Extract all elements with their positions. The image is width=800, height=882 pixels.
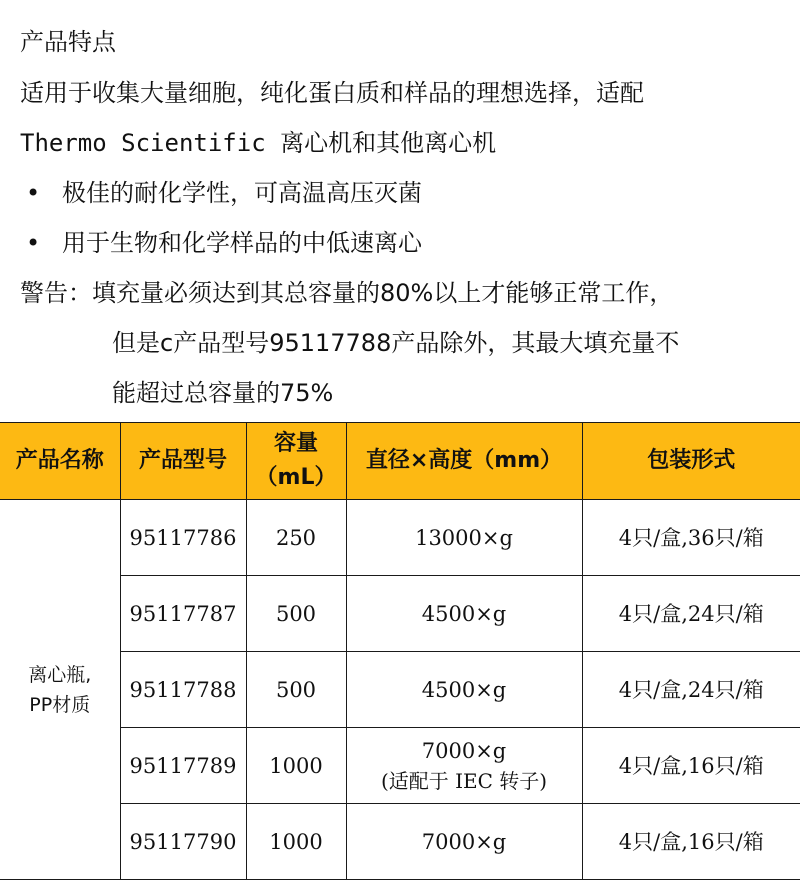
dimension-cell: 13000×g [346,500,582,576]
dimension-cell: 4500×g [346,576,582,652]
bullet-dot-icon: • [26,229,41,257]
dimension-cell [346,728,582,804]
capacity-cell: 1000 [246,728,346,804]
header-capacity-unit: （mL） [255,465,337,490]
table-row [0,500,800,576]
product-name-line-1: 离心瓶, [28,663,92,686]
model-cell: 95117787 [120,576,246,652]
header-product-name: 产品名称 [0,423,120,500]
header-dimensions: 直径×高度（mm） [346,423,582,500]
feature-bullet-text: 用于生物和化学样品的中低速离心 [62,229,422,257]
dimension-value: 7000×g [421,738,507,763]
feature-bullet-2 [26,223,422,258]
table-header-row [0,423,800,500]
features-heading: 产品特点 [20,28,116,56]
header-packaging: 包装形式 [582,423,800,500]
dimension-cell: 4500×g [346,652,582,728]
warning-line-3: 能超过总容量的75% [112,379,334,407]
packaging-cell: 4只/盒,24只/箱 [582,652,800,728]
product-spec-table [0,422,800,880]
packaging-cell: 4只/盒,16只/箱 [582,804,800,880]
capacity-cell: 1000 [246,804,346,880]
model-cell: 95117788 [120,652,246,728]
table-row [0,804,800,880]
model-cell: 95117789 [120,728,246,804]
table-row [0,652,800,728]
packaging-cell: 4只/盒,36只/箱 [582,500,800,576]
model-cell: 95117790 [120,804,246,880]
product-name-cell [0,500,120,880]
packaging-cell: 4只/盒,16只/箱 [582,728,800,804]
warning-line-2: 但是c产品型号95117788产品除外，其最大填充量不 [112,329,680,357]
description-line-1: 适用于收集大量细胞，纯化蛋白质和样品的理想选择，适配 [20,79,644,107]
capacity-cell: 500 [246,652,346,728]
bullet-dot-icon: • [26,179,41,207]
header-capacity [246,423,346,500]
dimension-cell: 7000×g [346,804,582,880]
model-cell: 95117786 [120,500,246,576]
packaging-cell: 4只/盒,24只/箱 [582,576,800,652]
dimension-note: (适配于 IEC 转子) [380,768,548,793]
capacity-cell: 250 [246,500,346,576]
warning-line-1: 警告：填充量必须达到其总容量的80%以上才能够正常工作， [20,279,674,307]
product-name-line-2: PP材质 [29,693,91,716]
feature-bullet-text: 极佳的耐化学性，可高温高压灭菌 [62,179,422,207]
capacity-cell: 500 [246,576,346,652]
table-row [0,576,800,652]
description-line-2: Thermo Scientific 离心机和其他离心机 [20,129,497,157]
header-capacity-label: 容量 [273,431,318,456]
header-model: 产品型号 [120,423,246,500]
feature-bullet-1 [26,173,422,208]
table-row [0,728,800,804]
